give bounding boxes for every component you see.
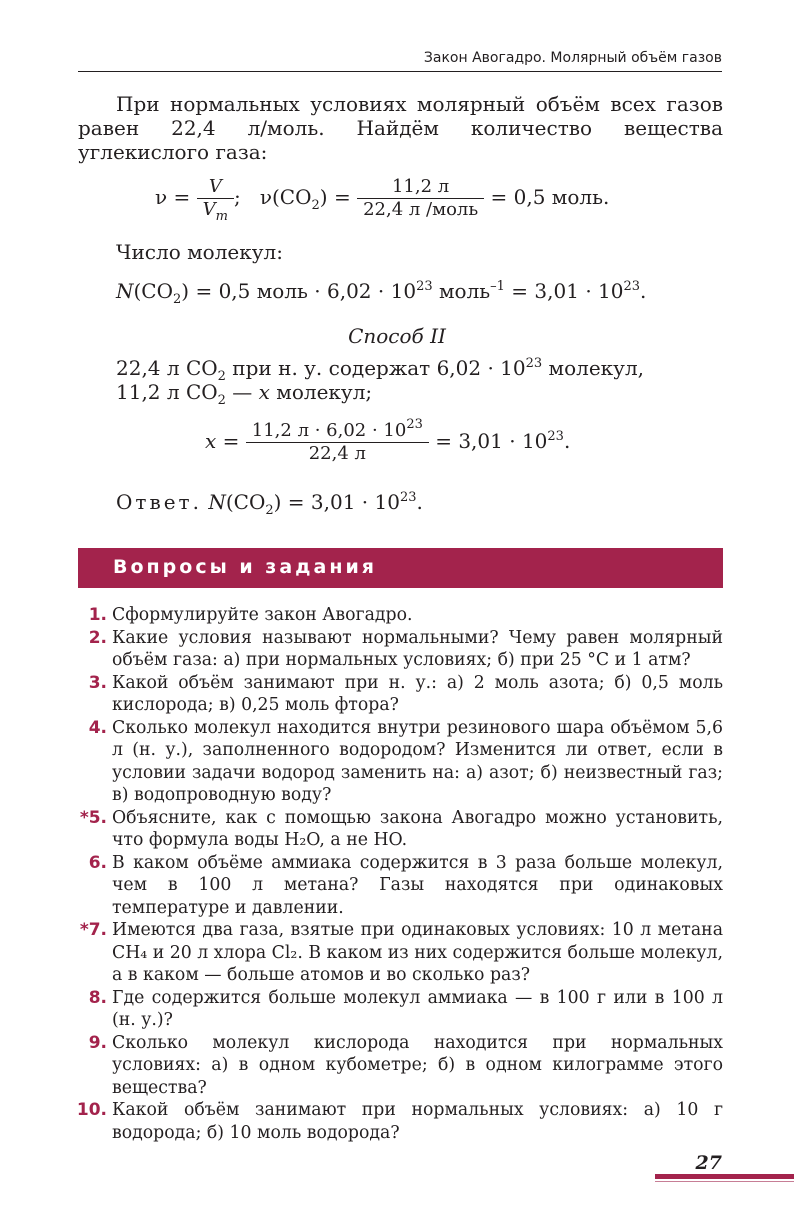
question-number: *7. [79, 920, 107, 940]
answer-sub: 2 [265, 503, 274, 518]
question-text: Сколько молекул находится внутри резинового шара объёмом 5,6 л (н. у.), заполненного водородом? Изменится ли ответ, если в условии задачи водород заменить на: а) азот; б) неизвестный газ; в) водопроводную воду? [112, 717, 723, 805]
formula3-numerator: 11,2 л · 6,02 · 10 [251, 420, 407, 441]
equals-sign: = [173, 185, 191, 209]
method2-line2-b: — [225, 380, 259, 404]
formula-amount [155, 176, 610, 224]
header-rule [78, 71, 722, 72]
equals-sign-2: = [333, 185, 351, 209]
molar-volume-symbol: V [202, 199, 216, 220]
method2-line1 [116, 356, 645, 384]
section-title: Вопросы и задания [113, 556, 377, 578]
question-item [0, 717, 794, 807]
formula3-equals: = [222, 429, 240, 453]
fraction-numerator: 11,2 л [391, 176, 450, 197]
fraction-denominator: 22,4 л /моль [357, 198, 484, 221]
answer-part2: ) = 3,01 · 10 [273, 490, 400, 514]
formula2-sup2: –1 [490, 279, 505, 294]
nu-co2: ν(CO [259, 185, 312, 209]
formula2-part4: = 3,01 · 10 [504, 279, 624, 303]
question-item [0, 1032, 794, 1100]
formula3-result-sup: 23 [547, 429, 564, 444]
co2-subscript: 2 [311, 198, 320, 213]
answer-sup: 23 [399, 490, 417, 505]
question-text: Объясните, как с помощью закона Авогадро можно установить, что формула воды H₂O, а не HO. [112, 807, 723, 850]
question-text: Какой объём занимают при н. у.: а) 2 моль азота; б) 0,5 моль кислорода; в) 0,25 моль фтора? [112, 672, 723, 715]
method2-line1-b: при н. у. содержат 6,02 · 10 [225, 356, 526, 380]
question-number: 9. [88, 1032, 107, 1053]
formula-molecules [116, 279, 647, 307]
question-item [0, 604, 794, 627]
header-title: Закон Авогадро. Молярный объём газов [423, 50, 722, 66]
volume-symbol: V [208, 176, 222, 197]
question-number: 2. [88, 627, 107, 648]
question-number: 1. [88, 605, 107, 625]
formula2-part3: моль [432, 279, 491, 303]
question-number: 8. [88, 987, 107, 1008]
question-text: Имеются два газа, взятые при одинаковых условиях: 10 л метана CH₄ и 20 л хлора Cl₂. В каком из них содержится больше молекул, а в каком — больше атомов и во сколько раз? [112, 920, 724, 985]
formula3-num-sup: 23 [406, 417, 423, 432]
question-item [0, 1099, 794, 1144]
question-text: В каком объёме аммиака содержится в 3 раза больше молекул, чем в 100 л метана? Газы находятся при одинаковых температуре и давлении. [112, 852, 723, 918]
formula3-denominator: 22,4 л [246, 442, 429, 465]
method2-line1-c: молекул, [542, 356, 645, 380]
nu-symbol: ν [155, 185, 168, 209]
method-title: Способ II [348, 324, 446, 348]
formula2-part5: . [640, 279, 647, 303]
answer-n: N [208, 490, 226, 514]
question-number: 6. [88, 852, 107, 873]
question-text: Сформулируйте закон Авогадро. [112, 605, 413, 625]
question-number: 10. [76, 1100, 107, 1120]
amount-result: = 0,5 моль. [490, 185, 610, 209]
molar-volume-subscript: m [215, 209, 228, 224]
x-symbol: x [205, 429, 217, 453]
question-item [0, 852, 794, 920]
formula3-end: . [563, 429, 571, 453]
nu-co2-close: ) [319, 185, 328, 209]
answer-label: Ответ. [116, 490, 202, 514]
question-number: *5. [79, 807, 107, 828]
fraction-v-over-vm [197, 176, 234, 224]
method2-line2 [116, 380, 373, 408]
method2-line2-x: x [258, 380, 270, 404]
page-number-rule-thin [655, 1181, 794, 1182]
section-header-bar [78, 548, 723, 588]
questions-list [0, 604, 794, 1144]
question-text: Сколько молекул кислорода находится при нормальных условиях: а) в одном кубометре; б) в одном килограмме этого вещества? [112, 1032, 723, 1098]
question-item [0, 627, 794, 672]
page-number-rule [655, 1174, 794, 1179]
method2-line2-c: молекул; [269, 380, 373, 404]
formula2-sup1: 23 [416, 279, 433, 294]
n-symbol: N [116, 279, 134, 303]
formula2-sub: 2 [173, 292, 182, 307]
formula2-part2: ) = 0,5 моль · 6,02 · 10 [181, 279, 417, 303]
formula2-sup3: 23 [623, 279, 641, 294]
fraction-x [246, 417, 429, 465]
question-text: Какой объём занимают при нормальных условиях: а) 10 г водорода; б) 10 моль водорода? [112, 1100, 723, 1143]
question-item [0, 987, 794, 1032]
question-item [0, 919, 794, 987]
page-number: 27 [695, 1152, 722, 1174]
intro-paragraph: При нормальных условиях молярный объём всех газов равен 22,4 л/моль. Найдём количество вещества углекислого газа: [78, 92, 723, 164]
method2-line1-sup: 23 [525, 356, 543, 371]
formula2-part1: (CO [133, 279, 174, 303]
question-item [0, 807, 794, 852]
answer-end: . [416, 490, 423, 514]
answer-part1: (CO [225, 490, 266, 514]
method2-line2-sub: 2 [217, 393, 226, 408]
question-item [0, 672, 794, 717]
question-text: Какие условия называют нормальными? Чему равен молярный объём газа: а) при нормальных условиях; б) при 25 °C и 1 атм? [112, 627, 723, 670]
formula3-result: = 3,01 · 10 [435, 429, 548, 453]
separator: ; [233, 185, 241, 209]
method2-line2-a: 11,2 л CO [116, 380, 218, 404]
method2-line1-a: 22,4 л CO [116, 356, 218, 380]
question-text: Где содержится больше молекул аммиака — в 100 г или в 100 л (н. у.)? [112, 987, 723, 1030]
formula-x [205, 417, 571, 465]
answer-line [116, 490, 423, 518]
fraction-volume-over-molar [357, 176, 484, 221]
question-number: 4. [88, 717, 107, 738]
method2-line1-sub: 2 [217, 369, 226, 384]
question-number: 3. [88, 672, 107, 693]
molecules-label: Число молекул: [116, 240, 283, 264]
